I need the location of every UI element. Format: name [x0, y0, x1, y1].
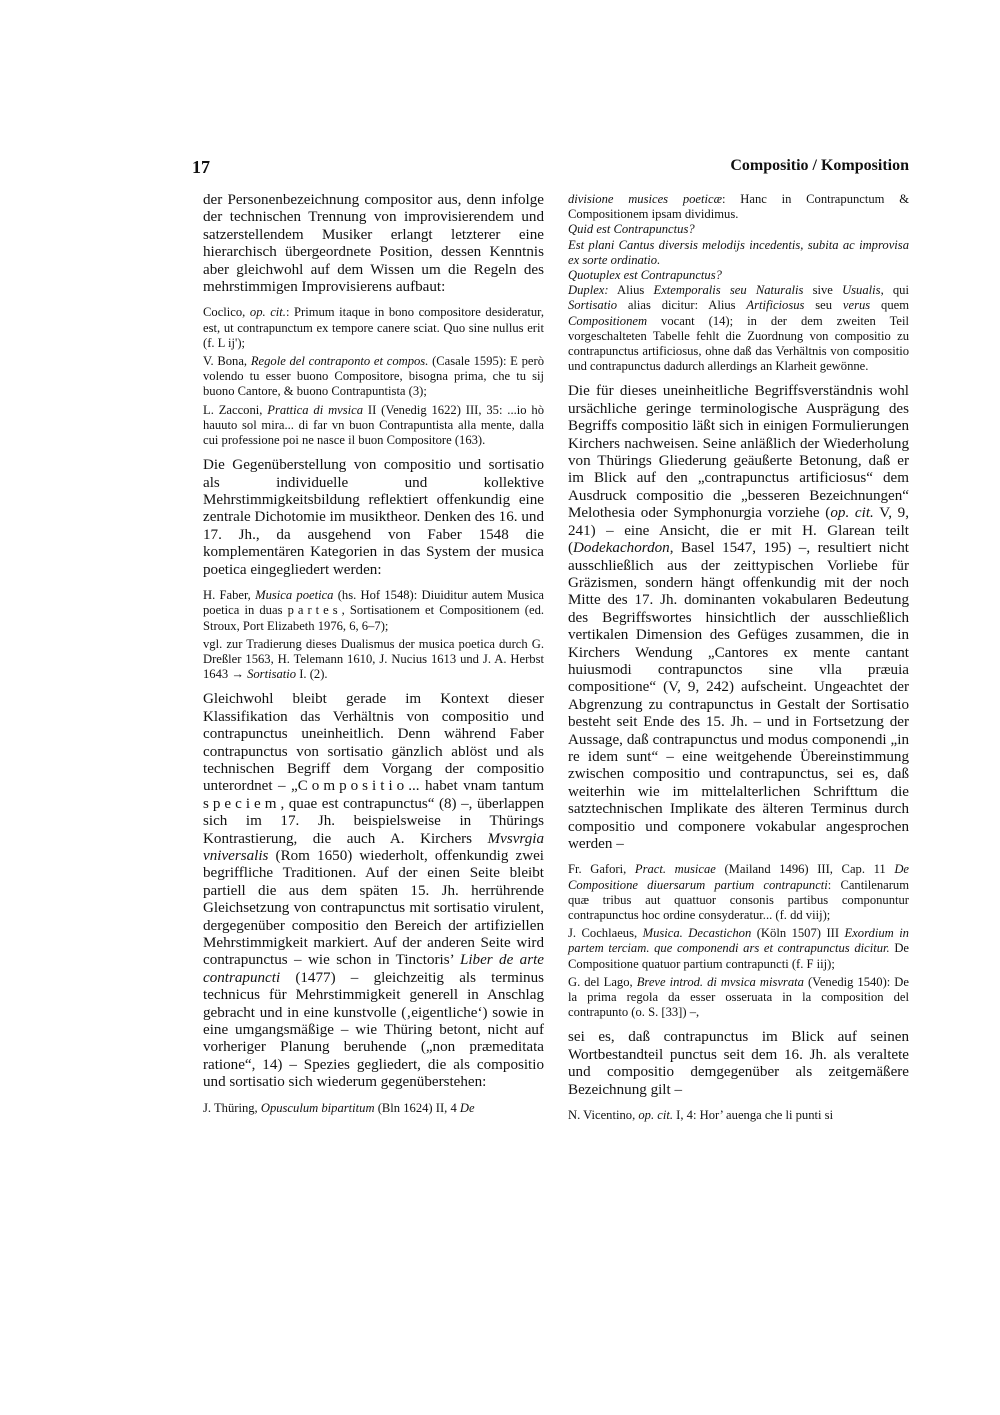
citation: J. Cochlaeus, Musica. Decastichon (Köln 1507) III Exordium in partem terciam. que componendi ars et contrapunctus dicitur. De Compositione quatuor partium contrapuncti (f. F iij); [568, 926, 910, 971]
right-column [568, 192, 909, 1126]
left-column [203, 192, 544, 1119]
citation: Coclico, op. cit.: Primum itaque in bono compositore desideratur, est, ut contrapunctum ex tempore canere sciat. Quo sine nullus erit (f. L ij'); [203, 305, 544, 350]
paragraph: Gleichwohl bleibt gerade im Kontext dieser Klassifikation das Verhältnis von compositio und contrapunctus uneinheitlich. Denn während Faber contrapunctus von sortisatio gänzlich ablöst und als technischen Begriff dem Vorgang der compositio unterordnet – „Compositio... habet vnam tantum speciem, quae est contrapunctus“ (8) –, überlappen sich im 17. Jh. beispielsweise in Thürings Kontrastierung, die auch A. Kirchers Mvsvrgia vniversalis (Rom 1650) wiederholt, offenkundig zwei begriffliche Traditionen. Auf der einen Seite bleibt partiell die aus dem späten 15. Jh. herrührende Gleichsetzung von contrapunctus mit sortisatio virulent, dergegenüber compositio den Bereich der artifiziellen Mehrstimmigkeit markiert. Auf der anderen Seite wird contrapunctus – wie schon in Tinctoris’ Liber de arte contrapuncti (1477) – gleichzeitig als terminus technicus für Mehrstimmigkeit generell in Anschlag gebracht und in eine kunstvolle (‚eigentliche‘) sowie in eine umgangsmäßige – wie Thüring betont, nicht auf vorheriger Planung beruhende („non præmeditata ratione“, 14) – Spezies gegliedert, die als compositio und sortisatio sich wiederum gegenüberstehen: [203, 691, 545, 1091]
citation: J. Thüring, Opusculum bipartitum (Bln 1624) II, 4 De [203, 1100, 475, 1115]
citation: Fr. Gafori, Pract. musicae (Mailand 1496) III, Cap. 11 De Compositione diuersarum partium contrapuncti: Cantilenarum quæ tribus aut quattuor consonis partibus componuntur contrapunctus hoc ordine consyderatur... (f. dd viij); [568, 862, 909, 923]
page-number: 17 [192, 157, 210, 177]
citation: Quid est Contrapunctus? [568, 222, 695, 237]
citation: N. Vicentino, op. cit. I, 4: Hor’ auenga che li punti si [568, 1108, 834, 1123]
paragraph: sei es, daß contrapunctus im Blick auf seinen Wortbestandteil punctus seit dem 16. Jh. als veraltete und compositio demgegenüber als zeitgemäßere Bezeichnung gilt – [568, 1029, 909, 1098]
paragraph: Die für dieses uneinheitliche Begriffsverständnis wohl ursächliche geringe terminologische Ausprägung des Begriffs compositio läßt sich in einigen Formulierungen Kirchers nachweisen. Seine anläßlich der Wiederholung von Thürings Gliederung geäußerte Betonung, daß er im Blick auf den „contrapunctus artificiosus“ dem Ausdruck compositio die „besseren Bezeichnungen“ Melothesia oder Symphonurgia vorziehe (op. cit. V, 9, 241) – eine Ansicht, die er mit H. Glarean teilt (Dodekachordon, Basel 1547, 195) –, resultiert nicht ausschließlich aus der zeittypischen Vorliebe für Gräzismen, sondern hängt offenkundig mit der noch Mitte des 17. Jh. dominanten vokabularen Bedeutung des Begriffswortes hinsichtlich der ausschließlich vertikalen Dimension des Gefüges zusammen, die in Kirchers Wendung „Cantores ex mente cantant huiusmodi contrapunctos sine vlla præuia compositione“ (V, 9, 242) aufscheint. Ungeachtet der Abgrenzung zu contrapunctus in Gestalt der Sortisatio besteht seit Ende des 15. Jh. – und in Fortsetzung der Aussage, daß contrapunctus und modus componendi „in re idem sunt“ – eine weitgehende Übereinstimmung zwischen compositio und contrapunctus, sei es, daß weiterhin wie im mittelalterlichen Schrifttum die satztechnischen Implikate des älteren Terminus durch compositio und componere vokabular angesprochen werden – [568, 383, 909, 852]
quote-group [203, 588, 544, 682]
quote-group [203, 305, 544, 448]
citation: H. Faber, Musica poetica (hs. Hof 1548): Diuiditur autem Musica poetica in duas partes, Sortisationem et Compositionem (ed. Stroux, Port Elizabeth 1976, 6, 6–7); [203, 588, 545, 633]
citation: divisione musices poeticæ: Hanc in Contrapunctum & Compositionem ipsam dividimus. [568, 192, 910, 222]
paragraph: der Personenbezeichnung compositor aus, denn infolge der technischen Trennung von improvisierendem und satzerstellendem Musiker erlangt letzterer eine hierarchisch übergeordnete Position, dessen Kenntnis aber gleichwohl auf dem Wissen um die Regeln des mehrstimmigen Improvisierens aufbaut: [203, 192, 544, 296]
citation: Quotuplex est Contrapunctus? [568, 268, 722, 283]
quote-group [568, 192, 909, 374]
citation: L. Zacconi, Prattica di mvsica II (Venedig 1622) III, 35: ...io hò hauuto sol mira... di far vn buon Contrapuntista alla mente, dalla cui professione poi ne nasce il buon Compositore (163). [203, 402, 545, 448]
paragraph: Die Gegenüberstellung von compositio und sortisatio als individuelle und kollektive Mehrstimmigkeitsbildung reflektiert offenkundig eine zentrale Dichotomie im musiktheor. Denken des 16. und 17. Jh., da ausgehend von Faber 1548 die komplementären Kategorien in das System der musica poetica eingegliedert werden: [203, 457, 544, 578]
citation: Duplex: Alius Extemporalis seu Naturalis sive Usualis, qui Sortisatio alias dicitur: Alius Artificiosus seu verus quem Compositionem vocant (14); in der dem zweiten Teil vorgeschalteten Tabelle fehlt die Zuordnung von compositio zu contrapunctus artificiosus, ohne daß das Verhältnis von compositio und contrapunctus dadurch allerdings an Klarheit gewönne. [568, 283, 909, 374]
citation: G. del Lago, Breve introd. di mvsica misvrata (Venedig 1540): De la prima regola da esser osseruata in la composition del contrapunto (o. S. [33]) –, [568, 974, 909, 1020]
citation: vgl. zur Tradierung dieses Dualismus der musica poetica durch G. Dreßler 1563, H. Telemann 1610, J. Nucius 1613 und J. A. Herbst 1643 → Sortisatio I. (2). [203, 636, 544, 682]
citation: V. Bona, Regole del contraponto et compos. (Casale 1595): E però volendo tu esser buono Compositore, bisogna prima, che tu sij buono Cantore, & buono Contrapuntista (3); [203, 354, 544, 399]
citation: Est plani Cantus diversis melodijs incedentis, subita ac improvisa ex sorte ordinatio. [568, 237, 909, 267]
quote-group [568, 862, 909, 1020]
running-title: Compositio / Komposition [730, 157, 909, 174]
